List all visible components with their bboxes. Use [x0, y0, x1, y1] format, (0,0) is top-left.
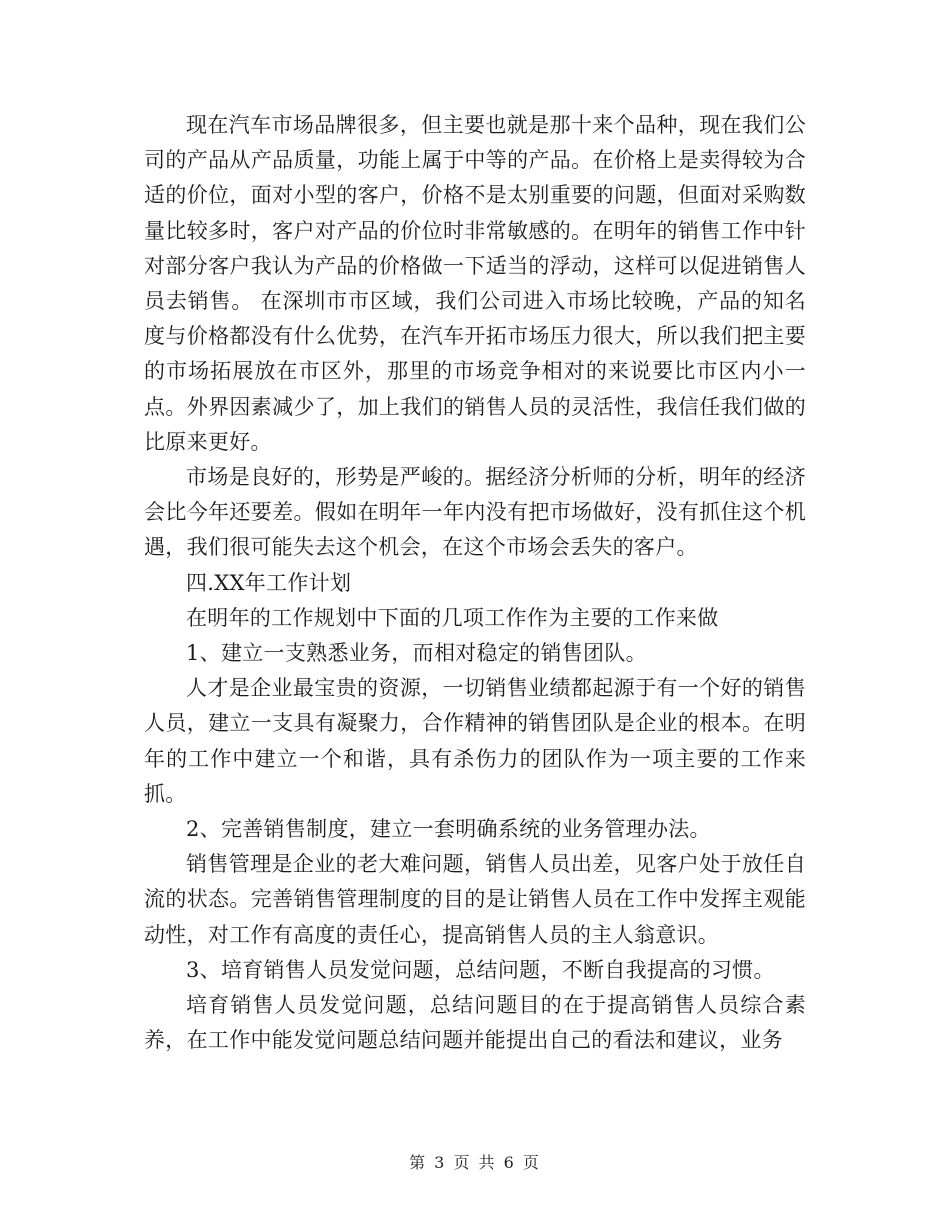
plan-item-3-heading: 3、培育销售人员发觉问题，总结问题，不断自我提高的习惯。 — [186, 957, 775, 982]
plan-item-3-body: 培育销售人员发觉问题，总结问题目的在于提高销售人员综合素养，在工作中能发觉问题总结问题并能提出自己的看法和建议，业务 — [144, 993, 806, 1053]
document-body — [144, 108, 806, 1058]
paragraph-market-brands: 现在汽车市场品牌很多，但主要也就是那十来个品种，现在我们公司的产品从产品质量，功能上属于中等的产品。在价格上是卖得较为合适的价位，面对小型的客户，价格不是太别重要的问题，但面对采购数量比较多时，客户对产品的价位时非常敏感的。在明年的销售工作中针对部分客户我认为产品的价格做一下适当的浮动，这样可以促进销售人员去销售。 在深圳市市区域，我们公司进入市场比较晚，产品的知名度与价格都没有什么优势，在汽车开拓市场压力很大，所以我们把主要的市场拓展放在市区外，那里的市场竞争相对的来说要比市区内小一点。外界因素减少了，加上我们的销售人员的灵活性，我信任我们做的比原来更好。 — [144, 113, 806, 454]
plan-item-1-heading: 1、建立一支熟悉业务，而相对稳定的销售团队。 — [186, 641, 647, 666]
plan-item-1-body: 人才是企业最宝贵的资源，一切销售业绩都起源于有一个好的销售人员，建立一支具有凝聚力，合作精神的销售团队是企业的根本。在明年的工作中建立一个和谐，具有杀伤力的团队作为一项主要的工作来抓。 — [144, 676, 806, 806]
plan-item-2-body: 销售管理是企业的老大难问题，销售人员出差，见客户处于放任自流的状态。完善销售管理制度的目的是让销售人员在工作中发挥主观能动性，对工作有高度的责任心，提高销售人员的主人翁意识。 — [144, 852, 806, 947]
paragraph-plan-intro: 在明年的工作规划中下面的几项工作作为主要的工作来做 — [186, 605, 719, 630]
section-heading-work-plan: 四.XX年工作计划 — [186, 570, 352, 595]
paragraph-market-outlook: 市场是良好的，形势是严峻的。据经济分析师的分析，明年的经济会比今年还要差。假如在明年一年内没有把市场做好，没有抓住这个机遇，我们很可能失去这个机会，在这个市场会丢失的客户。 — [144, 465, 806, 560]
page-number-footer: 第 3 页 共 6 页 — [409, 1153, 541, 1172]
plan-item-2-heading: 2、完善销售制度，建立一套明确系统的业务管理办法。 — [186, 817, 711, 842]
